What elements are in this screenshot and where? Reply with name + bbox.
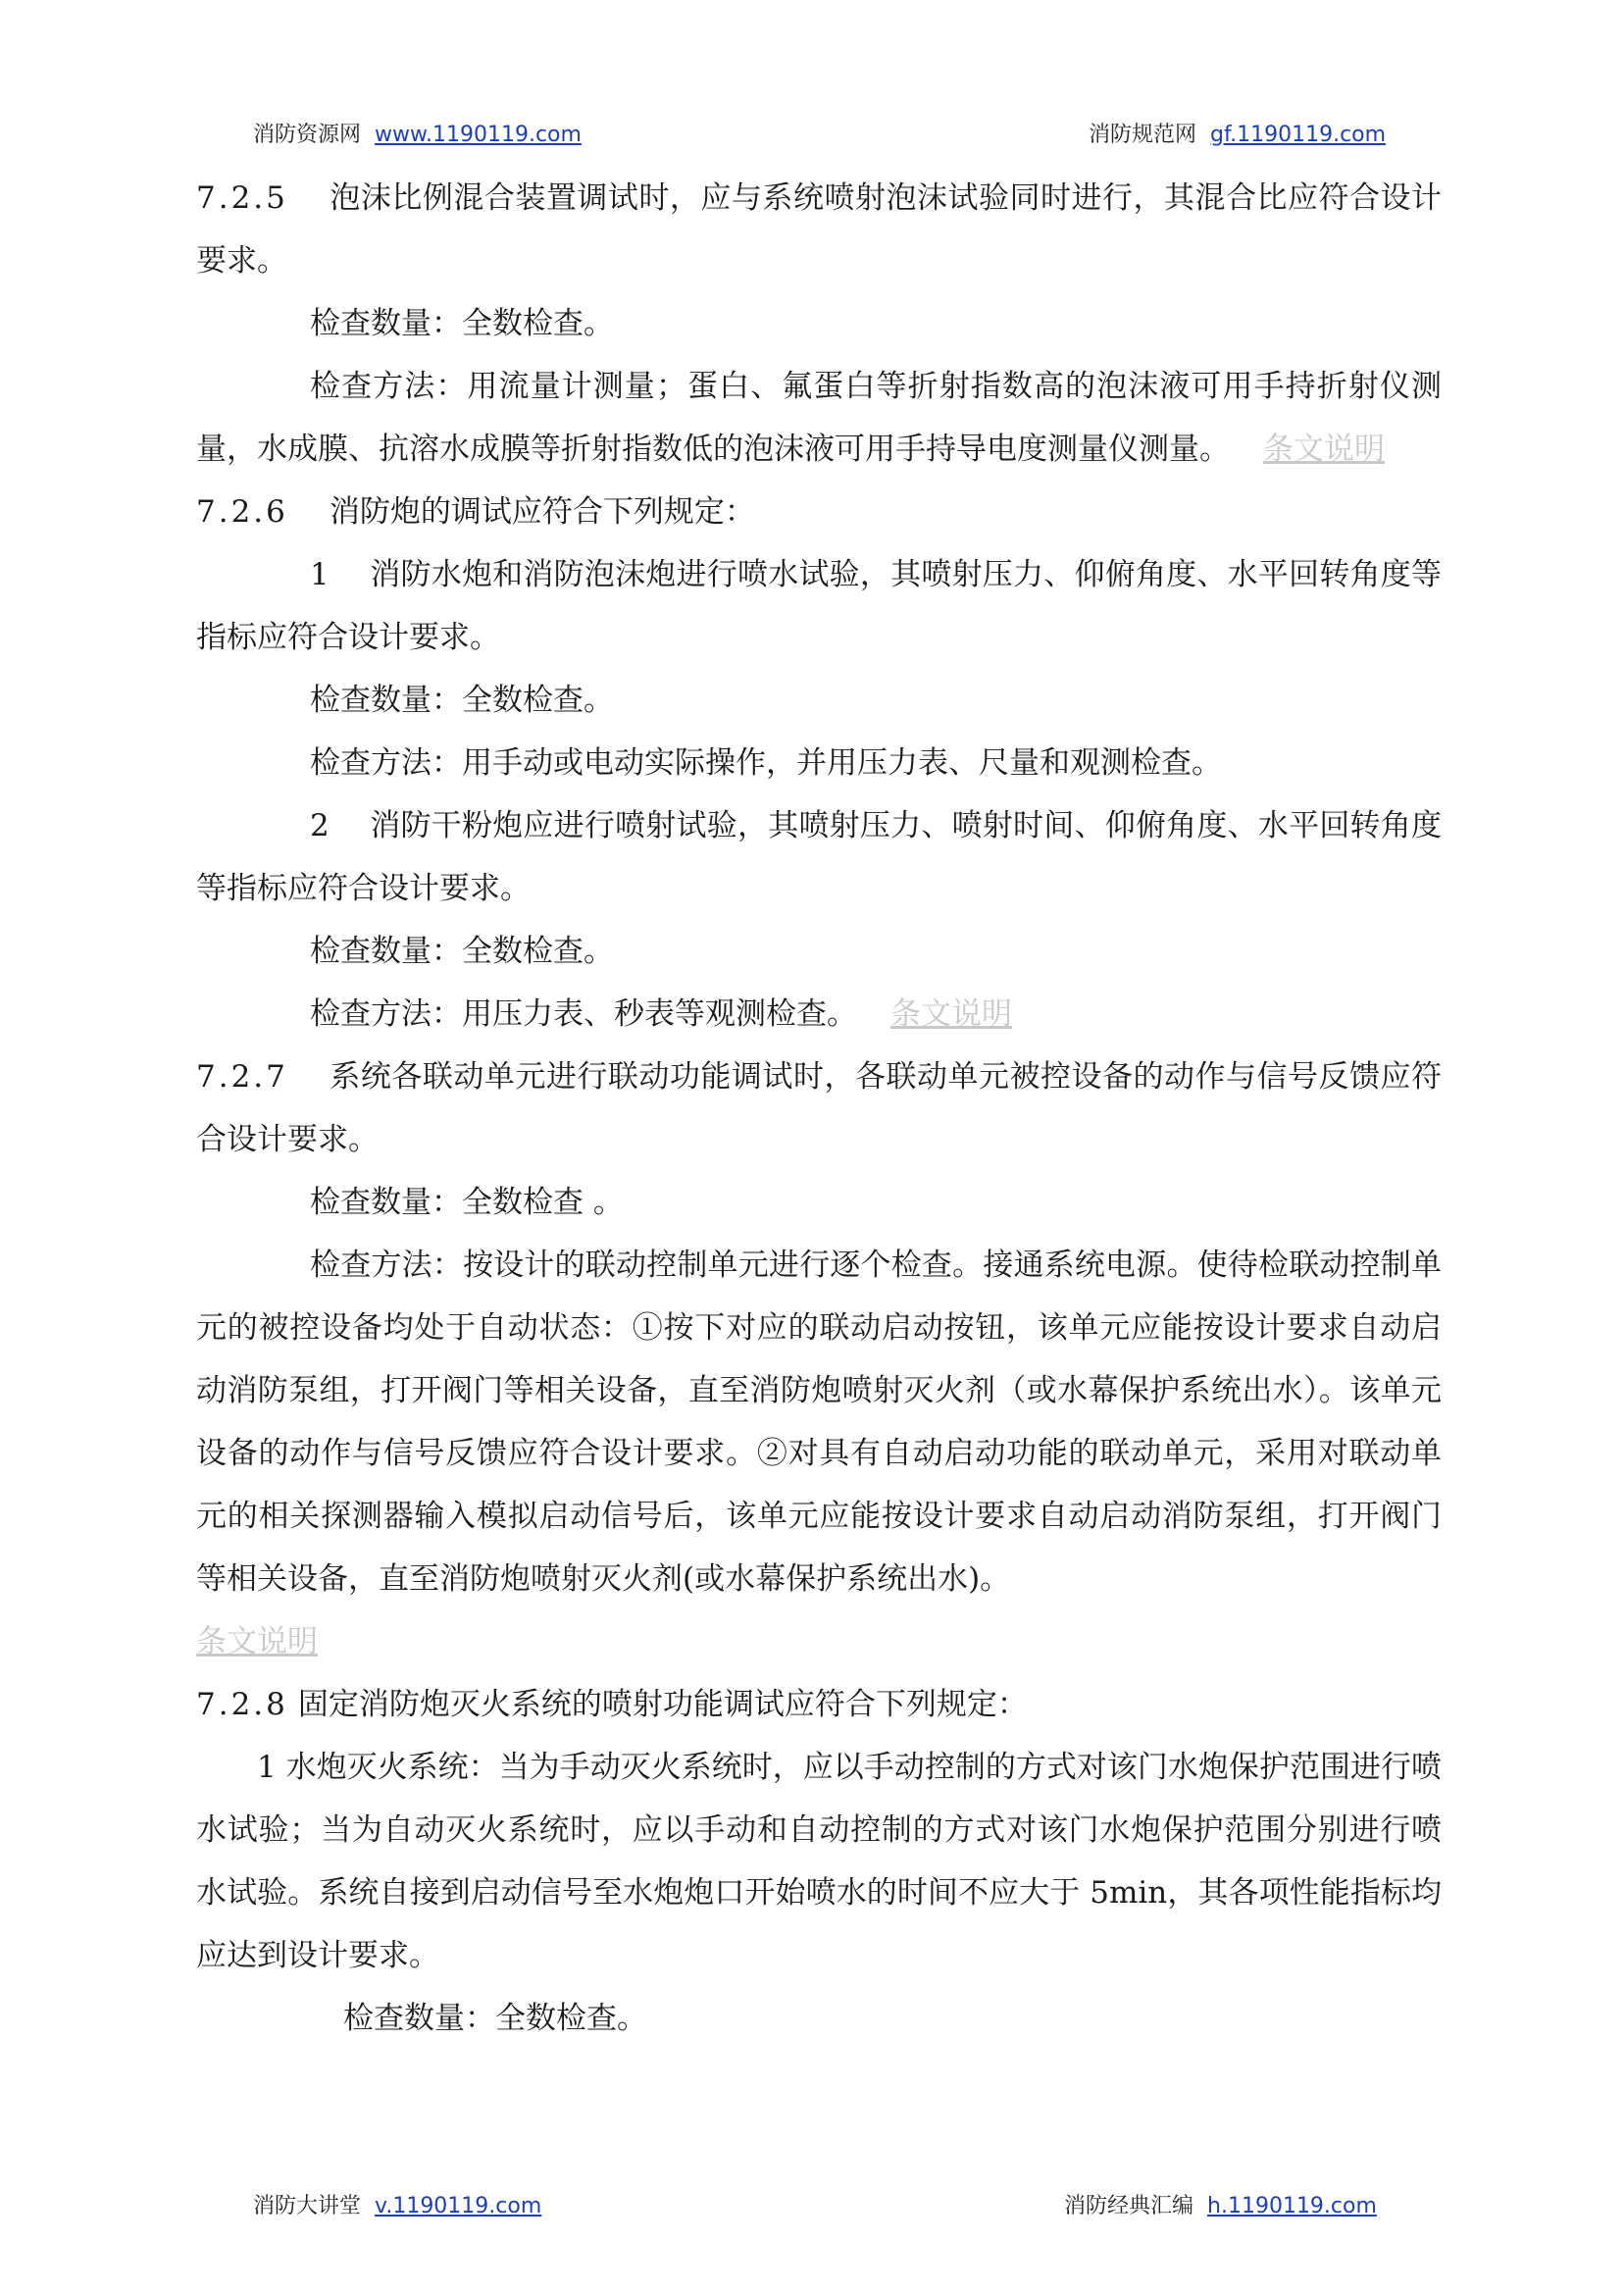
footer-left <box>253 2189 541 2219</box>
header-right-site: 消防规范网 <box>1089 123 1197 147</box>
document-body <box>196 167 1442 2050</box>
page-footer <box>0 2189 1624 2228</box>
clause-number: 7.2.6 <box>196 494 288 530</box>
header-left-site: 消防资源网 <box>253 123 362 147</box>
check-method <box>196 355 1442 481</box>
check-quantity: 检查数量：全数检查。 <box>310 306 614 341</box>
check-method: 检查方法：按设计的联动控制单元进行逐个检查。接通系统电源。使待检联动控制单元的被控设备均处于自动状态：①按下对应的联动启动按钮，该单元应能按设计要求自动启动消防泵组，打开阀门等相关设备，直至消防炮喷射灭火剂（或水幕保护系统出水）。该单元设备的动作与信号反馈应符合设计要求。②对具有自动启动功能的联动单元，采用对联动单元的相关探测器输入模拟启动信号后，该单元应能按设计要求自动启动消防泵组，打开阀门等相关设备，直至消防炮喷射灭火剂(或水幕保护系统出水)。 <box>196 1248 1442 1597</box>
check-method-text: 检查方法：用流量计测量；蛋白、氟蛋白等折射指数高的泡沫液可用手持折射仪测量，水成膜、抗溶水成膜等折射指数低的泡沫液可用手持导电度测量仪测量。 <box>196 369 1442 467</box>
header-left <box>253 118 582 148</box>
footer-left-site: 消防大讲堂 <box>253 2194 362 2218</box>
clause-number: 7.2.5 <box>196 180 288 216</box>
check-quantity: 检查数量：全数检查 。 <box>310 1185 624 1220</box>
header-right <box>1089 118 1386 148</box>
explanation-row <box>196 1610 1442 1673</box>
clause-item-1: 1 水炮灭火系统：当为手动灭火系统时，应以手动控制的方式对该门水炮保护范围进行喷水试验；当为自动灭火系统时，应以手动和自动控制的方式对该门水炮保护范围分别进行喷水试验。系统自接到启动信号至水炮炮口开始喷水的时间不应大于 5min，其各项性能指标均应达到设计要求。 <box>196 1750 1442 1973</box>
check-method <box>196 983 1442 1045</box>
clause-7-2-7 <box>196 1045 1442 1171</box>
check-quantity: 检查数量：全数检查。 <box>310 934 614 969</box>
explanation-link[interactable]: 条文说明 <box>890 996 1012 1032</box>
clause-number: 7.2.7 <box>196 1059 288 1095</box>
clause-7-2-6 <box>196 481 1442 543</box>
clause-item-2: 2 消防干粉炮应进行喷射试验，其喷射压力、喷射时间、仰俯角度、水平回转角度等指标应符合设计要求。 <box>196 808 1442 906</box>
check-method: 检查方法：用手动或电动实际操作，并用压力表、尺量和观测检查。 <box>310 745 1222 781</box>
clause-7-2-5 <box>196 167 1442 292</box>
clause-text: 消防炮的调试应符合下列规定： <box>329 494 755 530</box>
check-quantity: 检查数量：全数检查。 <box>343 2001 647 2036</box>
clause-text: 固定消防炮灭火系统的喷射功能调试应符合下列规定： <box>297 1687 1028 1722</box>
check-quantity: 检查数量：全数检查。 <box>310 683 614 718</box>
footer-right-site: 消防经典汇编 <box>1064 2194 1194 2218</box>
check-method-text: 检查方法：用压力表、秒表等观测检查。 <box>310 996 857 1032</box>
header-left-link[interactable]: www.1190119.com <box>375 123 582 147</box>
page-header <box>0 118 1624 157</box>
clause-item-1: 1 消防水炮和消防泡沫炮进行喷水试验，其喷射压力、仰俯角度、水平回转角度等指标应符合设计要求。 <box>196 557 1442 655</box>
footer-left-link[interactable]: v.1190119.com <box>375 2194 542 2218</box>
clause-7-2-8 <box>196 1673 1442 1736</box>
header-right-link[interactable]: gf.1190119.com <box>1210 123 1387 147</box>
clause-text: 系统各联动单元进行联动功能调试时，各联动单元被控设备的动作与信号反馈应符合设计要求。 <box>196 1059 1442 1157</box>
clause-number: 7.2.8 <box>196 1687 288 1722</box>
explanation-link[interactable]: 条文说明 <box>1263 432 1385 467</box>
footer-right <box>1064 2189 1377 2219</box>
clause-text: 泡沫比例混合装置调试时，应与系统喷射泡沫试验同时进行，其混合比应符合设计要求。 <box>196 180 1442 279</box>
footer-right-link[interactable]: h.1190119.com <box>1207 2194 1377 2218</box>
explanation-link[interactable]: 条文说明 <box>196 1624 318 1659</box>
